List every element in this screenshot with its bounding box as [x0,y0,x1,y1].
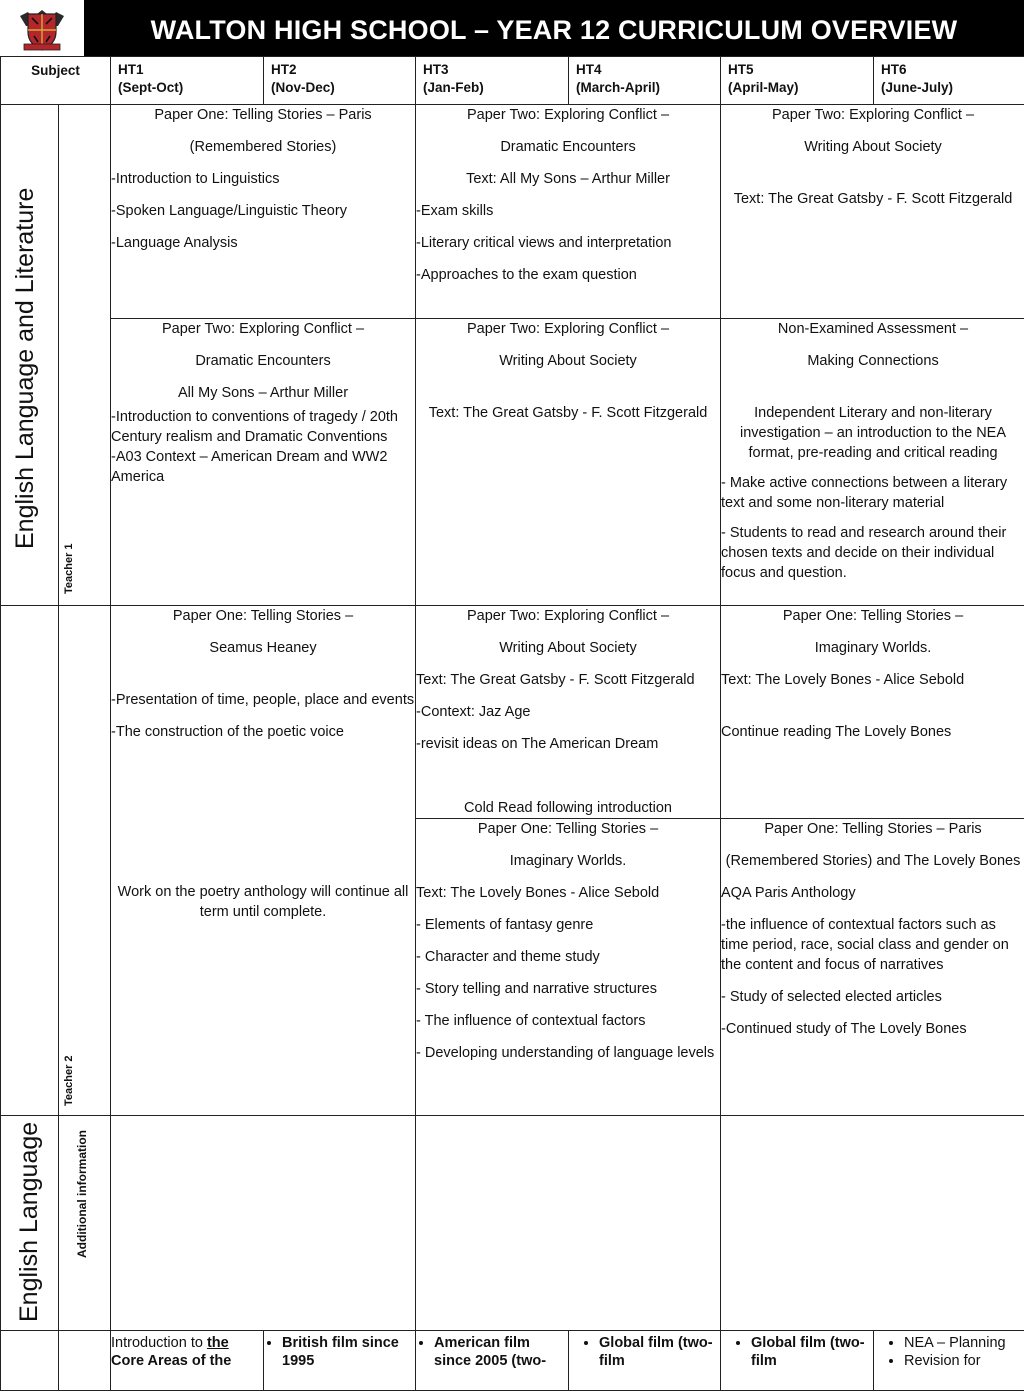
subject2-cell [1,1116,59,1331]
cell-title: Paper One: Telling Stories – Paris [111,105,415,125]
list-item: -Literary critical views and interpretation [416,233,720,253]
cell-title: Paper One: Telling Stories – [111,606,415,626]
cell-title: Dramatic Encounters [416,137,720,157]
logo-box [0,0,84,56]
ht-code: HT1 [118,61,256,79]
bullet-item: • Global film (two-film [599,1334,720,1370]
t2-ht12 [111,606,416,1116]
list-item: -Approaches to the exam question [416,265,720,285]
list-item: -Introduction to conventions of tragedy / 20th Century realism and Dramatic Conventions [111,407,415,447]
bullet-item: • British film since 1995 [282,1334,415,1370]
t1-ht56-a [721,105,1024,319]
lang-ht3 [416,1331,569,1391]
additional-ht56 [721,1116,1024,1331]
t1-ht12-a [111,105,416,319]
bullet-item: • Revision for [904,1352,1024,1370]
cell-title: Writing About Society [416,638,720,658]
list-item: - Make active connections between a literary text and some non-literary material [721,473,1024,513]
cell-text: Text: All My Sons – Arthur Miller [416,169,720,189]
t2-ht34-a [416,606,721,819]
subject2-cell-b [1,1331,59,1391]
cell-title: Paper One: Telling Stories – Paris [721,819,1024,839]
teacher1-label: Teacher 1 [63,543,75,594]
additional-info-label: Additional information [75,1130,89,1258]
ht6-header [874,57,1024,105]
list-item: Text: The Lovely Bones - Alice Sebold [416,883,720,903]
list-item: -The construction of the poetic voice [111,722,415,742]
cell-title: Paper Two: Exploring Conflict – [416,319,720,339]
ht-range: (Nov-Dec) [271,79,408,97]
list-item: -Language Analysis [111,233,415,253]
teacher1-cell [59,105,111,606]
bullet-item: • American film since 2005 (two- [434,1334,568,1370]
cell-title: Paper One: Telling Stories – [721,606,1024,626]
teacher2-row-a [1,606,1024,819]
title-banner [0,0,1024,56]
ht-range: (April-May) [728,79,866,97]
teacher1-row-a [1,105,1024,319]
subject-name: English Language and Literature [11,188,40,549]
ht5-header [721,57,874,105]
cell-text: Text: The Great Gatsby - F. Scott Fitzgerald [721,189,1024,209]
lang-ht5 [721,1331,874,1391]
cell-title: Paper Two: Exploring Conflict – [111,319,415,339]
table-header-row [1,57,1024,105]
list-item: Text: The Great Gatsby - F. Scott Fitzgerald [416,670,720,690]
cell-title: Making Connections [721,351,1024,371]
subject-cell-continued [1,606,59,1116]
cell-title: Paper Two: Exploring Conflict – [416,105,720,125]
list-item: - Students to read and research around their chosen texts and decide on their individual focus and question. [721,523,1024,583]
cell-title: Paper Two: Exploring Conflict – [416,606,720,626]
school-crest-icon [18,6,66,52]
list-item: - Story telling and narrative structures [416,979,720,999]
additional-info-cell [59,1116,111,1331]
cell-title: (Remembered Stories) [111,137,415,157]
subject-cell [1,105,59,606]
cell-title: Dramatic Encounters [111,351,415,371]
ht-code: HT6 [881,61,1018,79]
additional-info-row [1,1116,1024,1331]
curriculum-table [0,56,1024,1391]
cell-text: Independent Literary and non-literary investigation – an introduction to the NEA format, pre-reading and critical reading [721,403,1024,463]
lang-ht1 [111,1331,264,1391]
cell-title: Writing About Society [721,137,1024,157]
list-item: -Spoken Language/Linguistic Theory [111,201,415,221]
cell-title: Imaginary Worlds. [416,851,720,871]
cell-note: Cold Read following introduction [416,798,720,818]
ht1-header [111,57,264,105]
ht3-header [416,57,569,105]
t1-ht56-b [721,319,1024,606]
subject-header: Subject [1,57,111,105]
cell-title: Non-Examined Assessment – [721,319,1024,339]
cell-title: Imaginary Worlds. [721,638,1024,658]
intro-text: Introduction to [111,1335,207,1351]
cell-text: Text: The Lovely Bones - Alice Sebold [721,670,1024,690]
lang-ht6 [874,1331,1024,1391]
list-item: -revisit ideas on The American Dream [416,734,720,754]
cell-title: Writing About Society [416,351,720,371]
t2-ht34-b [416,819,721,1116]
additional-ht34 [416,1116,721,1331]
ht-range: (June-July) [881,79,1018,97]
list-item: -the influence of contextual factors such as time period, race, social class and gender on the content and focus of narratives [721,915,1024,975]
subject2-name: English Language [11,1116,47,1323]
intro-underlined: the [207,1335,229,1351]
teacher2-label: Teacher 2 [63,1055,75,1106]
cell-title: (Remembered Stories) and The Lovely Bones [721,851,1024,871]
list-item: - Character and theme study [416,947,720,967]
list-item: -Introduction to Linguistics [111,169,415,189]
cell-title: Paper One: Telling Stories – [416,819,720,839]
list-item: - Elements of fantasy genre [416,915,720,935]
list-item: - Developing understanding of language levels [416,1043,720,1063]
ht-code: HT4 [576,61,713,79]
list-item: - The influence of contextual factors [416,1011,720,1031]
english-language-row [1,1331,1024,1391]
intro-core: Core Areas of the [111,1353,231,1369]
teacher-cell-b [59,1331,111,1391]
ht-code: HT5 [728,61,866,79]
teacher2-cell [59,606,111,1116]
bullet-item: • Global film (two-film [751,1334,873,1370]
lang-ht4 [569,1331,721,1391]
t1-ht34-a [416,105,721,319]
page-title: WALTON HIGH SCHOOL – YEAR 12 CURRICULUM OVERVIEW [84,0,1024,56]
list-item: -Context: Jaz Age [416,702,720,722]
list-item: AQA Paris Anthology [721,883,1024,903]
lang-ht2 [264,1331,416,1391]
ht2-header [264,57,416,105]
bullet-item: • NEA – Planning [904,1334,1024,1352]
teacher1-row-b [1,319,1024,606]
ht-range: (March-April) [576,79,713,97]
cell-title: Seamus Heaney [111,638,415,658]
ht4-header [569,57,721,105]
cell-title: All My Sons – Arthur Miller [111,383,415,403]
cell-note: Work on the poetry anthology will continue all term until complete. [111,882,415,922]
ht-code: HT3 [423,61,561,79]
cell-title: Paper Two: Exploring Conflict – [721,105,1024,125]
ht-range: (Sept-Oct) [118,79,256,97]
list-item: -Presentation of time, people, place and events [111,690,415,710]
t1-ht34-b [416,319,721,606]
ht-code: HT2 [271,61,408,79]
list-item: -Exam skills [416,201,720,221]
list-item: -A03 Context – American Dream and WW2 America [111,447,415,487]
cell-text: Text: The Great Gatsby - F. Scott Fitzgerald [416,403,720,423]
cell-note: Continue reading The Lovely Bones [721,722,1024,742]
t1-ht12-b [111,319,416,606]
t2-ht56-a [721,606,1024,819]
t2-ht56-b [721,819,1024,1116]
ht-range: (Jan-Feb) [423,79,561,97]
additional-ht12 [111,1116,416,1331]
list-item: - Study of selected elected articles [721,987,1024,1007]
list-item: -Continued study of The Lovely Bones [721,1019,1024,1039]
